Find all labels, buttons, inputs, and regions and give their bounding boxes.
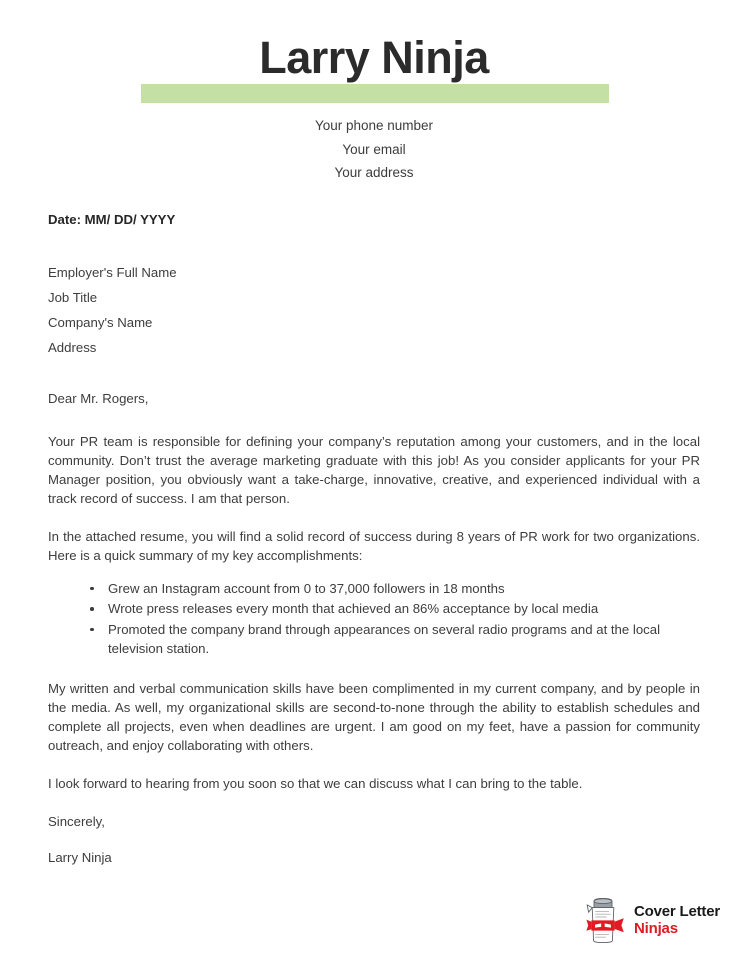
contact-email: Your email xyxy=(342,141,406,157)
list-item: Wrote press releases every month that achieved an 86% acceptance by local media xyxy=(90,599,700,619)
letter-header xyxy=(0,0,748,83)
logo-line-cover-letter: Cover Letter xyxy=(634,903,720,921)
date-line: Date: MM/ DD/ YYYY xyxy=(48,211,176,227)
footer-brand-logo xyxy=(583,898,720,943)
contact-address: Your address xyxy=(334,165,414,180)
paragraph-resume-lead-in: In the attached resume, you will find a solid record of success during 8 years of PR work for two organizations. Here is a quick summary of my key accomplishments: xyxy=(48,528,700,563)
list-item: Promoted the company brand through appearances on several radio programs and at the local television station. xyxy=(90,620,700,659)
recipient-job-title: Job Title xyxy=(48,289,98,305)
recipient-name: Employer's Full Name xyxy=(48,264,177,280)
signature-name: Larry Ninja xyxy=(48,849,112,865)
recipient-address: Address xyxy=(48,339,97,355)
paragraph-skills: My written and verbal communication skills have been complimented in my current company, and by people in the media. As well, my organizational skills are second-to-none through the ability to establish schedules and complete all projects, even when deadlines are urgent. I am good on my feet, have a passion for community outreach, and enjoy collaborating with others. xyxy=(48,680,700,753)
logo-wordmark xyxy=(634,904,720,936)
accomplishments-list xyxy=(48,579,700,659)
logo-line-ninjas: Ninjas xyxy=(634,919,678,937)
name-highlight-bar xyxy=(141,84,609,103)
ninja-scroll-logo-icon xyxy=(583,898,625,943)
contact-block xyxy=(0,114,748,185)
paragraph-intro: Your PR team is responsible for defining your company’s reputation among your customers, and in the local community. Don’t trust the average marketing graduate with this job! As you consider applicants for your PR Manager position, you obviously want a take-charge, innovative, creative, and experienced individual with a track record of success. I am that person. xyxy=(48,433,700,506)
applicant-name: Larry Ninja xyxy=(259,32,489,83)
letter-body xyxy=(0,210,748,867)
list-item: Grew an Instagram account from 0 to 37,000 followers in 18 months xyxy=(90,579,700,599)
recipient-block xyxy=(48,260,700,360)
recipient-company: Company's Name xyxy=(48,314,153,330)
salutation: Dear Mr. Rogers, xyxy=(48,390,149,406)
contact-phone: Your phone number xyxy=(314,118,434,133)
paragraph-closing: I look forward to hearing from you soon so that we can discuss what I can bring to the table. xyxy=(48,775,583,791)
signoff: Sincerely, xyxy=(48,813,105,829)
